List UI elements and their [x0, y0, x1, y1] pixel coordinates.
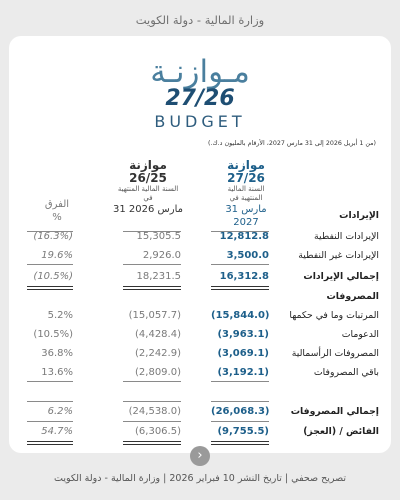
double-rule	[123, 441, 181, 445]
current-value: (9,755.5)	[217, 426, 269, 437]
section-label: المصروفات	[326, 291, 379, 302]
diff-value: 54.7%	[41, 426, 73, 437]
double-rule	[27, 441, 73, 445]
row-label: إجمالي المصروفات	[290, 406, 379, 417]
previous-value: (4,428.4)	[135, 329, 181, 340]
row-label: الإيرادات النفطية	[314, 231, 379, 242]
current-subtitle: السنة المالية المنتهية في	[227, 185, 265, 202]
current-title: موازنة	[227, 158, 265, 172]
row-label: المصروفات الرأسمالية	[291, 348, 379, 359]
current-value: 12,812.8	[219, 231, 269, 242]
rule	[27, 401, 73, 402]
page-header: وزارة المالية - دولة الكويت	[135, 13, 265, 27]
row-label: المرتبات وما في حكمها	[289, 310, 379, 321]
current-value: (3,192.1)	[217, 367, 269, 378]
diff-value: 6.2%	[47, 406, 73, 417]
previous-value: (2,809.0)	[135, 367, 181, 378]
rule	[211, 421, 269, 422]
diff-value: 36.8%	[41, 348, 73, 359]
rule	[123, 264, 181, 265]
logo-english-text: BUDGET	[154, 112, 246, 131]
row-label: إجمالي الإيرادات	[303, 271, 379, 282]
current-value: (15,844.0)	[211, 310, 270, 321]
chevron-right-icon[interactable]: ›	[190, 446, 210, 466]
table-row-total	[9, 404, 391, 420]
current-value: 16,312.8	[219, 271, 269, 282]
diff-value: 13.6%	[41, 367, 73, 378]
previous-date: 31 مارس 2026	[113, 204, 183, 215]
previous-value: 2,926.0	[142, 250, 181, 261]
section-revenues	[9, 208, 391, 224]
rule	[27, 421, 73, 422]
row-label: الإيرادات غير النفطية	[298, 250, 379, 261]
current-value: (3,963.1)	[217, 329, 269, 340]
table-row-deficit	[9, 424, 391, 440]
table-row	[9, 229, 391, 245]
diff-value: 19.6%	[41, 250, 73, 261]
previous-year: 26/25	[129, 171, 167, 185]
budget-logo	[9, 56, 391, 133]
diff-value: (16.3%)	[33, 231, 73, 242]
table-row	[9, 327, 391, 343]
logo-number: 27/26	[165, 86, 235, 111]
diff-title: الفرق	[44, 199, 70, 210]
row-label: الدعومات	[341, 329, 379, 340]
previous-value: (15,057.7)	[128, 310, 181, 321]
rule	[211, 381, 269, 382]
previous-value: (2,242.9)	[135, 348, 181, 359]
rule	[123, 381, 181, 382]
diff-value: (10.5%)	[33, 329, 73, 340]
previous-subtitle: السنة المالية المنتهية في	[117, 185, 179, 202]
rule	[123, 421, 181, 422]
previous-value: 18,231.5	[136, 271, 181, 282]
table-row	[9, 365, 391, 381]
diff-value: 5.2%	[47, 310, 73, 321]
table-row	[9, 308, 391, 324]
previous-value: (6,306.5)	[135, 426, 181, 437]
rule	[27, 381, 73, 382]
rule	[211, 264, 269, 265]
logo-arabic-text: مـوازنـة	[150, 54, 250, 90]
rule	[27, 264, 73, 265]
previous-title: موازنة	[129, 158, 167, 172]
current-year: 27/26	[227, 171, 265, 185]
section-expenditures	[9, 289, 391, 305]
units-note: (من 1 أبريل 2026 إلى 31 مارس 2027، الأرقام بالمليون د.ك.)	[208, 140, 376, 147]
diff-unit: %	[52, 212, 62, 223]
page-footer: تصريح صحفي | تاريخ النشر 10 فبراير 2026 | وزارة المالية - دولة الكويت	[53, 473, 347, 484]
double-rule	[211, 441, 269, 445]
budget-card	[9, 36, 391, 453]
diff-value: (10.5%)	[33, 271, 73, 282]
table-row	[9, 248, 391, 264]
previous-value: (24,538.0)	[128, 406, 181, 417]
table-row-total	[9, 269, 391, 285]
rule	[123, 401, 181, 402]
previous-value: 15,305.5	[136, 231, 181, 242]
table-row	[9, 346, 391, 362]
section-label: الإيرادات	[339, 210, 379, 221]
current-value: 3,500.0	[226, 250, 269, 261]
current-value: (3,069.1)	[217, 348, 269, 359]
row-label: الفائض / (العجز)	[303, 426, 379, 437]
current-date: 31 مارس 2027	[225, 204, 267, 228]
row-label: باقي المصروفات	[313, 367, 379, 378]
rule	[211, 401, 269, 402]
current-value: (26,068.3)	[211, 406, 270, 417]
